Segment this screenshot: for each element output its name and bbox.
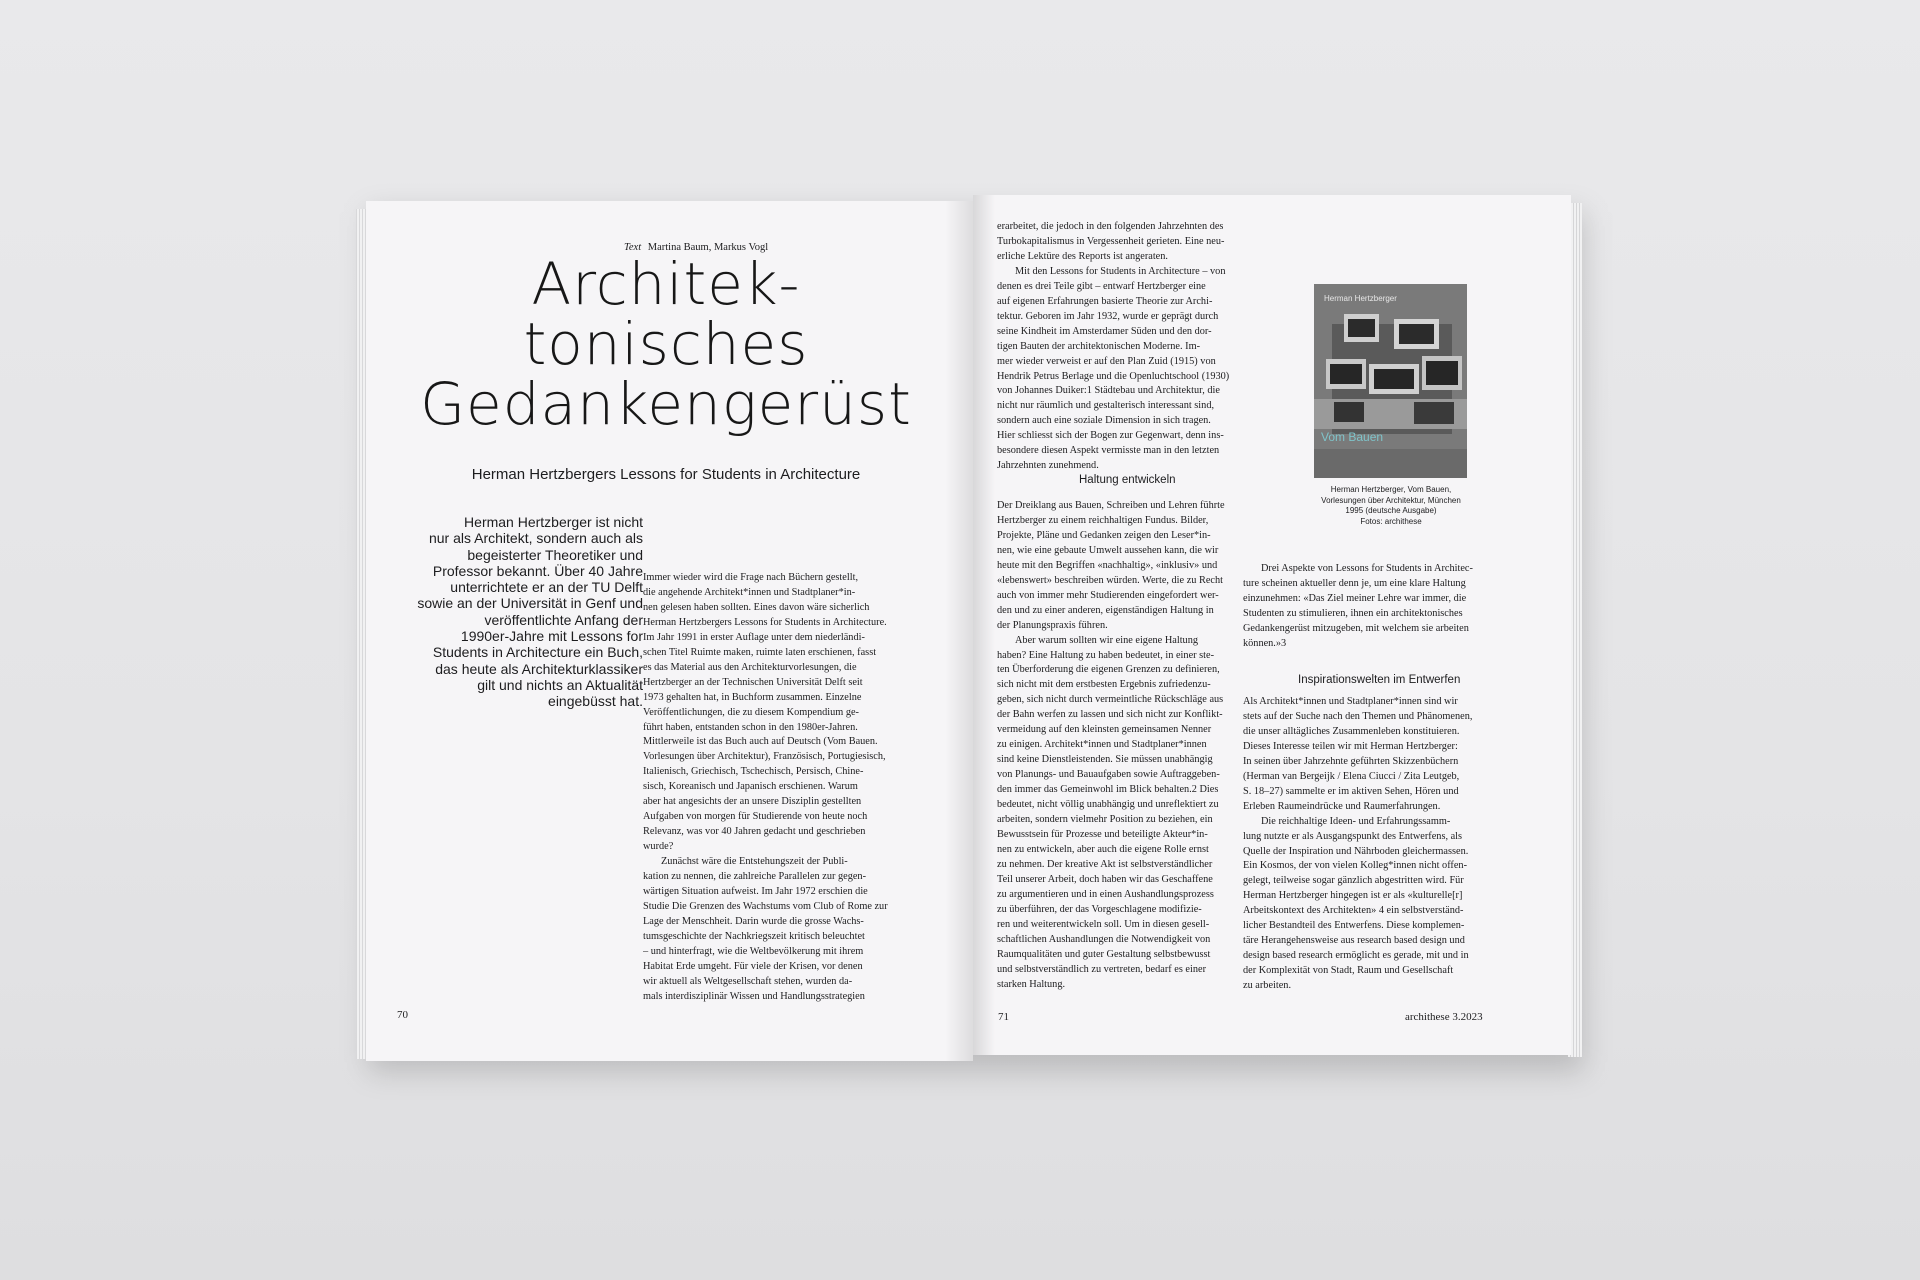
text-line: der Komplexität von Stadt, Raum und Gesellschaft [1243, 965, 1454, 977]
right-page [973, 195, 1571, 1055]
text-line: Raumqualitäten und guter Gestaltung selbstbewusst [997, 948, 1211, 960]
text-line: nicht nur räumlich und gestalterisch interessant sind, [997, 400, 1215, 412]
text-line: bedeutet, nicht völlig unabhängig und unreflektiert zu [997, 799, 1219, 811]
text-line: Ein Kosmos, der von vielen Kolleg*innen nicht offen- [1243, 860, 1468, 872]
text-line: Aufgaben von morgen für Studierende von heute noch [643, 811, 868, 823]
text-line: Im Jahr 1991 in erster Auflage unter dem niederländi- [643, 631, 865, 643]
text-line: Mittlerweile ist das Buch auch auf Deutsch (Vom Bauen. [643, 736, 878, 748]
book-cover-photo [1314, 284, 1467, 478]
headline-line: Gedankengerüst [420, 370, 912, 438]
open-magazine [352, 195, 1588, 1058]
text-line: Teil unserer Arbeit, doch haben wir das Geschaffene [997, 873, 1213, 885]
text-line: mals interdisziplinär Wissen und Handlungsstrategien [643, 990, 865, 1002]
lead-paragraph [406, 514, 643, 710]
text-line: wir aktuell als Weltgesellschaft stehen, wurden da- [643, 975, 853, 987]
text-line: ten Überforderung die eigenen Grenzen zu definieren, [997, 664, 1220, 676]
text-line: tigen Bauten der architektonischen Moderne. Im- [997, 340, 1201, 352]
text-line: tektur. Geboren im Jahr 1932, wurde er geprägt durch [997, 310, 1219, 322]
text-line: unterrichtete er an der TU Delft [450, 579, 643, 596]
text-line: auf eigenen Erfahrungen basierte Theorie zur Archi- [997, 295, 1213, 307]
text-line: Hendrik Petrus Berlage und die Openluchtschool (1930) [997, 370, 1230, 382]
photo-caption [1301, 485, 1481, 527]
text-line: eingebüsst hat. [548, 693, 643, 710]
text-line: arbeiten, sondern vielmehr Position zu beziehen, ein [997, 814, 1213, 826]
text-line: mer wieder verweist er auf den Plan Zuid (1915) von [997, 355, 1216, 367]
text-line: Als Architekt*innen und Stadtplaner*innen sind wir [1243, 696, 1458, 707]
text-line: starken Haltung. [997, 978, 1066, 990]
subhead-inspiration: Inspirationswelten im Entwerfen [1298, 674, 1461, 686]
text-line: Arbeitskontext des Architekten» 4 ein selbstverständ- [1243, 905, 1464, 917]
text-line: zu arbeiten. [1243, 980, 1292, 992]
text-line: Mit den Lessons for Students in Architecture – von [1015, 265, 1226, 277]
article-subtitle: Herman Hertzbergers Lessons for Students in Architecture [471, 466, 861, 483]
text-line: Lage der Menschheit. Darin wurde die grosse Wachs- [643, 915, 864, 927]
spine-shadow-right [973, 195, 995, 1055]
text-line: nen gelesen haben sollten. Eines davon wäre sicherlich [643, 601, 870, 613]
text-line: täre Herangehensweise aus research based design und [1243, 935, 1465, 947]
text-line: schaftlichen Aushandlungen die Notwendigkeit von [997, 933, 1211, 945]
text-line: sowie an der Universität in Genf und [417, 595, 643, 612]
text-line: zu nehmen. Der kreative Akt ist selbstverständlicher [997, 858, 1213, 870]
text-line: sondern auch eine soziale Dimension in sich tragen. [997, 415, 1211, 427]
text-line: kation zu nennen, die zahlreiche Parallelen zur gegen- [643, 871, 866, 883]
text-line: von Planungs- und Bauaufgaben sowie Auftraggeben- [997, 769, 1220, 781]
text-line: Vorlesungen über Architektur, München [1321, 495, 1461, 505]
text-line: den immer das Gemeinwohl im Blick behalten.2 Dies [997, 784, 1219, 796]
spine-shadow-left [945, 201, 973, 1061]
text-line: ren und weiterentwickeln soll. Um in diesen gesell- [997, 918, 1210, 930]
text-line: Projekte, Pläne und Gedanken zeigen den Leser*in- [997, 529, 1211, 541]
text-line: auch von immer mehr Studierenden eingefordert wer- [997, 589, 1219, 601]
text-line: gelegt, teilweise sogar gänzlich abgestritten wird. Für [1243, 875, 1464, 887]
text-line: sich nicht mit dem erstbesten Ergebnis zufriedenzu- [997, 679, 1211, 691]
body-column-left [643, 571, 895, 1005]
text-line: nen zu entwickeln, aber auch die eigene Rolle ernst [997, 843, 1209, 855]
text-line: es das Material aus den Architekturvorlesungen, die [643, 661, 857, 673]
text-line: heute mit den Begriffen «nachhaltig», «inklusiv» und [997, 559, 1218, 571]
body-column-right-1b [997, 499, 1249, 992]
text-line: Turbokapitalismus in Vergessenheit gerieten. Eine neu- [997, 235, 1225, 247]
text-line: design based research ermöglicht es gerade, mit und in [1243, 950, 1469, 962]
text-line: nur als Architekt, sondern auch als [428, 530, 643, 547]
text-line: Studie Die Grenzen des Wachstums vom Club of Rome zur [643, 900, 888, 912]
byline-authors: Martina Baum, Markus Vogl [647, 242, 769, 253]
text-line: Herman Hertzberger, Vom Bauen, [1330, 485, 1452, 494]
text-line: das heute als Architekturklassiker [435, 660, 643, 677]
text-line: 1990er-Jahre mit Lessons for [460, 628, 643, 645]
text-line: denen es drei Teile gibt – entwarf Hertzberger eine [997, 280, 1206, 292]
text-line: führt haben, entstanden schon in den 1980er-Jahren. [643, 721, 858, 733]
text-line: Zunächst wäre die Entstehungszeit der Publi- [661, 856, 848, 868]
book-title: Vom Bauen [1321, 430, 1384, 444]
text-line: besondere diesen Aspekt vermisste man in den letzten [997, 445, 1220, 457]
text-line: wärtigen Situation aufweist. Im Jahr 1972 erschien die [643, 886, 868, 898]
text-line: ture scheinen aktueller denn je, um eine klare Haltung [1243, 577, 1466, 589]
text-line: einzunehmen: «Das Ziel meiner Lehre war immer, die [1243, 592, 1467, 604]
text-line: Fotos: archithese [1360, 516, 1422, 526]
headline-line: tonisches [523, 310, 809, 378]
text-line: von Johannes Duiker:1 Städtebau und Architektur, die [997, 385, 1220, 397]
text-line: begeisterter Theoretiker und [467, 546, 643, 563]
text-line: Herman Hertzbergers Lessons for Students in Architecture. [643, 616, 887, 628]
text-line: Der Dreiklang aus Bauen, Schreiben und Lehren führte [997, 500, 1225, 511]
text-line: Dieses Interesse teilen wir mit Herman Hertzberger: [1243, 740, 1458, 752]
text-line: S. 18–27) sammelte er im aktiven Sehen, Hören und [1243, 785, 1459, 797]
text-line: Relevanz, was vor 40 Jahren gedacht und geschrieben [643, 826, 866, 838]
text-line: geben, sich nicht durch vermeintliche Rückschläge aus [997, 694, 1224, 706]
text-line: nen, wie eine gebaute Umwelt aussehen kann, die wir [997, 544, 1219, 556]
page-number-right: 71 [998, 1011, 1009, 1023]
text-line: Veröffentlichungen, die zu diesem Kompendium ge- [643, 706, 859, 718]
text-line: tumsgeschichte der Nachkriegszeit kritisch beleuchtet [643, 930, 865, 942]
text-line: (Herman van Bergeijk / Elena Ciucci / Zita Leutgeb, [1243, 770, 1460, 782]
text-line: veröffentlichte Anfang der [484, 611, 643, 628]
text-line: Studenten zu stimulieren, ihnen ein architektonisches [1243, 607, 1463, 619]
text-line: stets auf der Suche nach den Themen und Phänomenen, [1243, 710, 1473, 722]
text-line: den und zu einer anderen, eigenständigen Haltung in [997, 604, 1214, 616]
text-line: Gedankengerüst mitzugeben, mit welchem sie arbeiten [1243, 622, 1469, 634]
text-line: Aber warum sollten wir eine eigene Haltung [1015, 634, 1198, 646]
text-line: Habitat Erde umgeht. Für viele der Krisen, vor denen [643, 960, 863, 972]
text-line: Herman Hertzberger hingegen ist er als «kulturelle[r] [1243, 890, 1463, 902]
text-line: Erleben Raumeindrücke und Raumerfahrungen. [1243, 800, 1441, 812]
text-line: können.»3 [1243, 637, 1287, 649]
text-line: erarbeitet, die jedoch in den folgenden Jahrzehnten des [997, 221, 1224, 232]
page-number-left: 70 [397, 1009, 408, 1021]
headline-line: Architek- [531, 250, 801, 318]
text-line: wurde? [643, 841, 674, 853]
byline-label: Text [624, 242, 642, 253]
text-line: Die reichhaltige Ideen- und Erfahrungssamm- [1261, 815, 1451, 827]
text-line: Professor bekannt. Über 40 Jahre [432, 562, 643, 579]
text-line: Immer wieder wird die Frage nach Büchern gestellt, [643, 572, 859, 583]
text-line: «lebenswert» beschreiben würden. Werte, die zu Recht [997, 574, 1223, 586]
left-page [366, 201, 973, 1061]
body-column-right-2b [1243, 695, 1505, 994]
text-line: – und hinterfragt, wie die Weltbevölkerung mit ihrem [643, 945, 864, 957]
body-column-right-2 [1243, 562, 1505, 652]
text-line: die unser alltägliches Zusammenleben konstituieren. [1243, 725, 1460, 737]
text-line: Jahrzehnten zunehmend. [997, 460, 1099, 472]
text-line: die angehende Architekt*innen und Stadtplaner*in- [643, 586, 856, 598]
text-line: zu überführen, der das Vorgeschlagene modifizie- [997, 903, 1202, 915]
text-line: Students in Architecture ein Buch, [432, 644, 643, 661]
text-line: Drei Aspekte von Lessons for Students in Architec- [1261, 563, 1473, 574]
text-line: erliche Lektüre des Reports ist angeraten. [997, 250, 1168, 262]
text-line: Hier schliesst sich der Bogen zur Gegenwart, denn ins- [997, 430, 1224, 442]
text-line: der Bahn werfen zu lassen und sich nicht zur Konflikt- [997, 709, 1223, 721]
text-line: Quelle der Inspiration und Nährboden gleichermassen. [1243, 845, 1469, 857]
text-line: Bewusstsein für Prozesse und beteiligte Akteur*in- [997, 828, 1208, 840]
text-line: lung nutzte er als Ausgangspunkt des Entwerfens, als [1243, 830, 1463, 842]
subhead-haltung: Haltung entwickeln [1079, 474, 1176, 486]
body-column-right-1 [997, 220, 1249, 474]
text-line: vermeidung auf den kleinsten gemeinsamen Nenner [997, 724, 1212, 736]
text-line: und selbstverständlich zu vertreten, bedarf es einer [997, 963, 1206, 975]
text-line: seine Kindheit im Amsterdamer Süden und den dor- [997, 325, 1212, 337]
article-headline [406, 250, 926, 438]
text-line: haben? Eine Haltung zu haben bedeutet, in einer ste- [997, 649, 1215, 661]
text-line: zu einigen. Architekt*innen und Stadtplaner*innen [997, 739, 1207, 751]
text-line: In seinen über Jahrzehnte geführten Skizzenbüchern [1243, 755, 1459, 767]
text-line: 1995 (deutsche Ausgabe) [1345, 506, 1437, 515]
text-line: 1973 gehalten hat, in Buchform zusammen. Einzelne [643, 691, 862, 703]
text-line: Italienisch, Griechisch, Tschechisch, Persisch, Chine- [643, 766, 864, 778]
text-line: sind keine Dienstleistenden. Sie müssen unabhängig [997, 754, 1213, 766]
text-line: schen Titel Ruimte maken, ruimte laten erschienen, fasst [643, 646, 877, 658]
text-line: sisch, Koreanisch und Japanisch erschienen. Warum [643, 781, 858, 793]
text-line: aber hat angesichts der an unsere Disziplin gestellten [643, 796, 862, 808]
text-line: Hertzberger an der Technischen Universität Delft seit [643, 676, 863, 688]
text-line: Herman Hertzberger ist nicht [464, 514, 643, 530]
text-line: gilt und nichts an Aktualität [477, 676, 643, 693]
text-line: zu argumentieren und in einen Aushandlungsprozess [997, 888, 1214, 900]
book-author: Herman Hertzberger [1324, 294, 1397, 303]
text-line: licher Bestandteil des Entwerfens. Diese komplemen- [1243, 920, 1465, 932]
text-line: der Planungspraxis führen. [997, 619, 1108, 631]
text-line: Vorlesungen über Architektur), Französisch, Portugiesisch, [643, 751, 886, 763]
building-photo-icon [1314, 284, 1467, 478]
text-line: Hertzberger zu einem reichhaltigen Fundus. Bilder, [997, 514, 1209, 526]
magazine-issue: archithese 3.2023 [1405, 1011, 1483, 1023]
